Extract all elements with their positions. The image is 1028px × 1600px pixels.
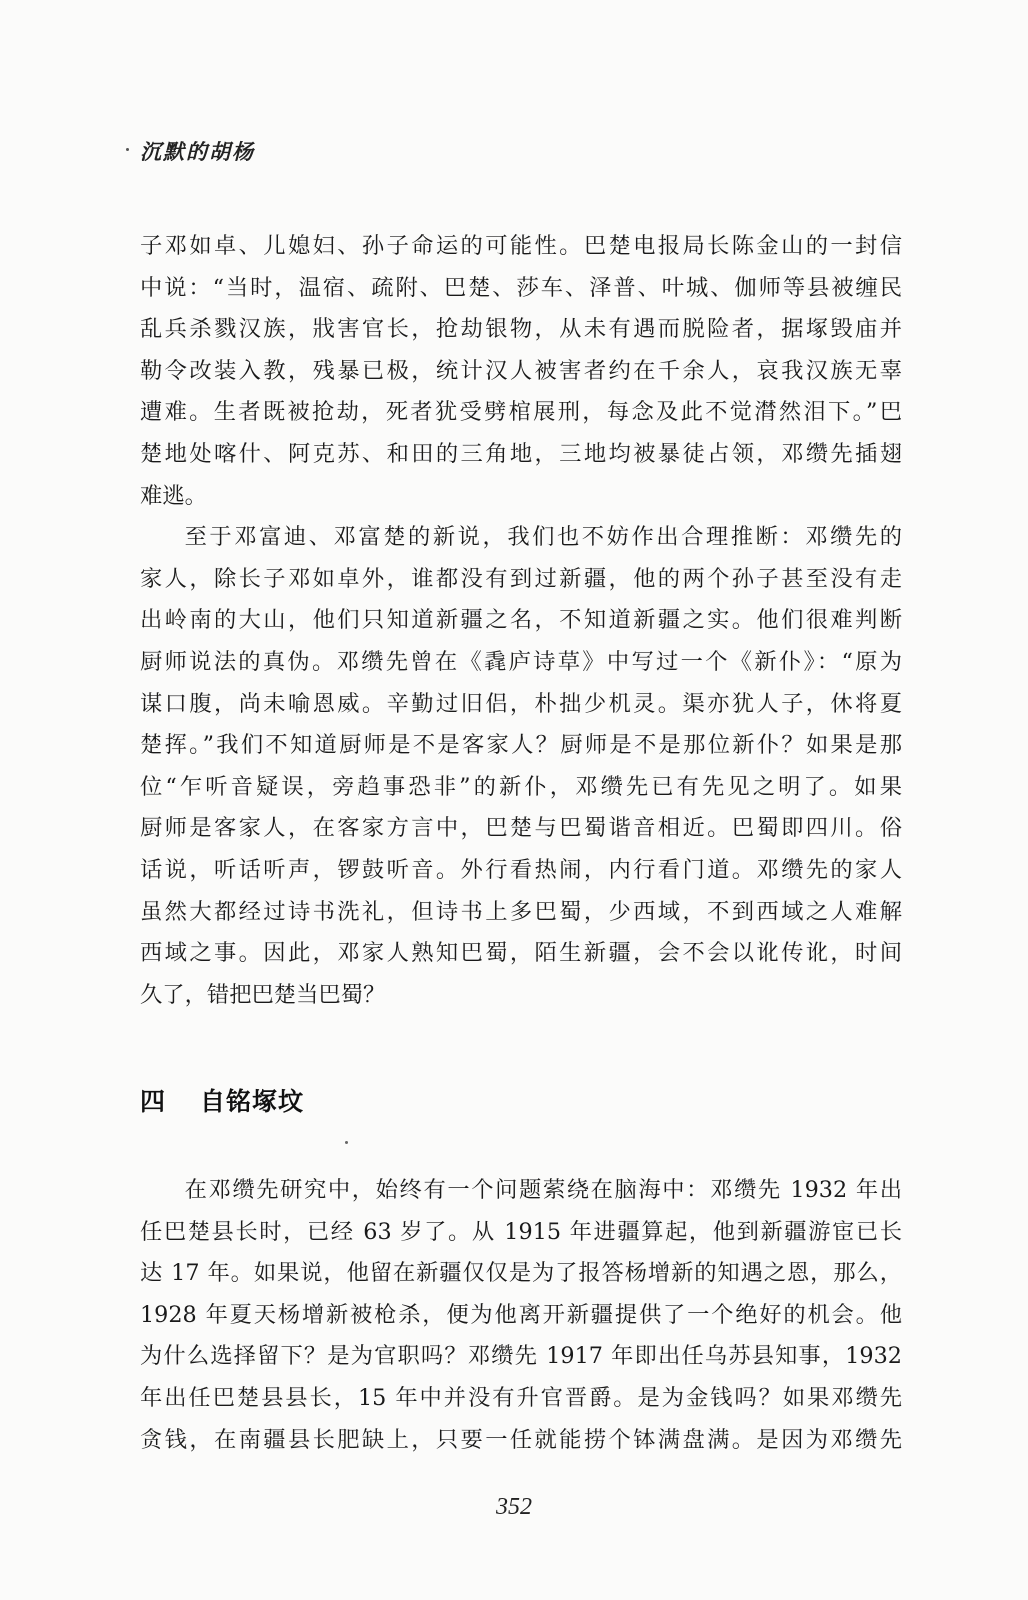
text-line: 在邓缵先研究中，始终有一个问题萦绕在脑海中：邓缵先 1932 年出 [184, 1177, 902, 1203]
paragraph-tail [140, 975, 902, 1017]
text-line: 久了，错把巴楚当巴蜀？ [140, 981, 386, 1008]
text-line: 话说，听话听声，锣鼓听音。外行看热闹，内行看门道。邓缵先的家人 [140, 856, 902, 883]
running-head-dot [126, 148, 129, 151]
section-heading [140, 1082, 304, 1118]
text-line: 勒令改装入教，残暴已极，统计汉人被害者约在千余人，哀我汉族无辜 [140, 357, 902, 384]
paragraph [140, 1170, 902, 1461]
text-line: 任巴楚县长时，已经 63 岁了。从 1915 年进疆算起，他到新疆游宦已长 [140, 1218, 902, 1245]
text-line: 楚地处喀什、阿克苏、和田的三角地，三地均被暴徒占领，邓缵先插翅 [140, 440, 902, 467]
text-line: 谋口腹，尚未喻恩威。辛勤过旧侣，朴拙少机灵。渠亦犹人子，休将夏 [140, 690, 902, 717]
text-line: 乱兵杀戮汉族，戕害官长，抢劫银物，从未有遇而脱险者，据塚毁庙并 [140, 316, 902, 343]
text-line: 至于邓富迪、邓富楚的新说，我们也不妨作出合理推断：邓缵先的 [184, 524, 902, 551]
text-line: 中说：“当时，温宿、疏附、巴楚、莎车、泽普、叶城、伽师等县被缠民 [140, 274, 902, 301]
running-head [140, 136, 255, 166]
text-line: 贪钱，在南疆县长肥缺上，只要一任就能捞个钵满盘满。是因为邓缵先 [140, 1426, 902, 1453]
text-line: 西域之事。因此，邓家人熟知巴蜀，陌生新疆，会不会以讹传讹，时间 [140, 940, 902, 967]
section-number: 四 [140, 1087, 167, 1116]
text-line: 达 17 年。如果说，他留在新疆仅仅是为了报答杨增新的知遇之恩，那么， [140, 1260, 902, 1287]
text-line: 年出任巴楚县县长，15 年中并没有升官晋爵。是为金钱吗？如果邓缵先 [140, 1384, 902, 1411]
scan-speck [345, 1141, 348, 1144]
section-title: 自铭塚坟 [200, 1087, 305, 1116]
text-line: 家人，除长子邓如卓外，谁都没有到过新疆，他的两个孙子甚至没有走 [140, 565, 902, 592]
text-line: 1928 年夏天杨增新被枪杀，便为他离开新疆提供了一个绝好的机会。他 [140, 1301, 902, 1328]
text-line: 子邓如卓、儿媳妇、孙子命运的可能性。巴楚电报局长陈金山的一封信 [140, 233, 902, 259]
text-line: 厨师是客家人，在客家方言中，巴楚与巴蜀谐音相近。巴蜀即四川。俗 [140, 815, 902, 842]
text-line: 遭难。生者既被抢劫，死者犹受劈棺展刑，每念及此不觉潸然泪下。”巴 [140, 399, 902, 426]
text-line: 楚挥。”我们不知道厨师是不是客家人？厨师是不是那位新仆？如果是那 [140, 732, 902, 759]
page-number: 352 [496, 1494, 532, 1520]
body-text-top [140, 226, 902, 1016]
text-line: 位“乍听音疑误，旁趋事恐非”的新仆，邓缵先已有先见之明了。如果 [140, 773, 902, 800]
body-text-bottom [140, 1170, 902, 1461]
running-head-text: 沉默的胡杨 [140, 139, 255, 164]
paragraph [140, 517, 902, 975]
text-line: 虽然大都经过诗书洗礼，但诗书上多巴蜀，少西域，不到西域之人难解 [140, 898, 902, 925]
text-line: 出岭南的大山，他们只知道新疆之名，不知道新疆之实。他们很难判断 [140, 607, 902, 634]
paragraph [140, 226, 902, 476]
paragraph-tail [140, 476, 902, 518]
text-line: 难逃。 [140, 482, 207, 509]
text-line: 为什么选择留下？是为官职吗？邓缵先 1917 年即出任乌苏县知事，1932 [140, 1343, 902, 1370]
text-line: 厨师说法的真伪。邓缵先曾在《毳庐诗草》中写过一个《新仆》：“原为 [140, 648, 902, 675]
